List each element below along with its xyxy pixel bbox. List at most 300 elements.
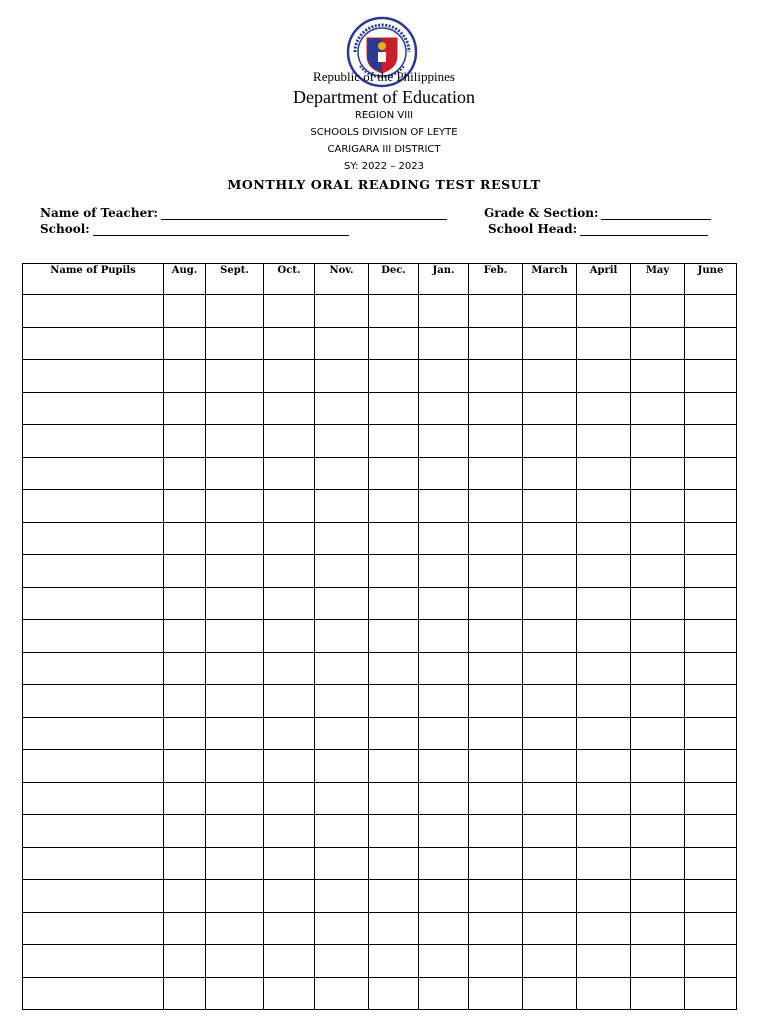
score-cell[interactable] <box>369 457 419 490</box>
school-head-input-line[interactable] <box>580 223 708 236</box>
score-cell[interactable] <box>369 522 419 555</box>
score-cell[interactable] <box>577 587 631 620</box>
pupil-name-cell[interactable] <box>23 490 164 523</box>
teacher-input-line[interactable] <box>161 207 447 220</box>
score-cell[interactable] <box>469 392 523 425</box>
pupil-name-cell[interactable] <box>23 522 164 555</box>
score-cell[interactable] <box>523 782 577 815</box>
score-cell[interactable] <box>264 490 315 523</box>
score-cell[interactable] <box>164 360 206 393</box>
score-cell[interactable] <box>685 750 737 783</box>
score-cell[interactable] <box>164 295 206 328</box>
score-cell[interactable] <box>685 587 737 620</box>
score-cell[interactable] <box>419 847 469 880</box>
score-cell[interactable] <box>577 457 631 490</box>
score-cell[interactable] <box>419 522 469 555</box>
score-cell[interactable] <box>469 750 523 783</box>
score-cell[interactable] <box>685 912 737 945</box>
score-cell[interactable] <box>315 652 369 685</box>
table-row <box>23 912 737 945</box>
score-cell[interactable] <box>577 652 631 685</box>
score-cell[interactable] <box>523 750 577 783</box>
score-cell[interactable] <box>685 360 737 393</box>
score-cell[interactable] <box>419 587 469 620</box>
table-body <box>23 295 737 1010</box>
pupil-name-cell[interactable] <box>23 912 164 945</box>
score-cell[interactable] <box>631 490 685 523</box>
score-cell[interactable] <box>264 620 315 653</box>
score-cell[interactable] <box>315 782 369 815</box>
score-cell[interactable] <box>264 815 315 848</box>
score-cell[interactable] <box>315 750 369 783</box>
score-cell[interactable] <box>523 717 577 750</box>
pupil-name-cell[interactable] <box>23 555 164 588</box>
score-cell[interactable] <box>369 490 419 523</box>
score-cell[interactable] <box>264 555 315 588</box>
score-cell[interactable] <box>369 847 419 880</box>
score-cell[interactable] <box>685 652 737 685</box>
score-cell[interactable] <box>206 815 264 848</box>
score-cell[interactable] <box>164 880 206 913</box>
score-cell[interactable] <box>369 782 419 815</box>
score-cell[interactable] <box>523 815 577 848</box>
score-cell[interactable] <box>523 295 577 328</box>
score-cell[interactable] <box>685 555 737 588</box>
score-cell[interactable] <box>369 750 419 783</box>
score-cell[interactable] <box>577 392 631 425</box>
score-cell[interactable] <box>469 977 523 1010</box>
score-cell[interactable] <box>469 815 523 848</box>
score-cell[interactable] <box>577 620 631 653</box>
score-cell[interactable] <box>469 880 523 913</box>
score-cell[interactable] <box>206 620 264 653</box>
score-cell[interactable] <box>577 327 631 360</box>
score-cell[interactable] <box>523 652 577 685</box>
table-row <box>23 847 737 880</box>
score-cell[interactable] <box>577 847 631 880</box>
score-cell[interactable] <box>523 490 577 523</box>
score-cell[interactable] <box>419 392 469 425</box>
score-cell[interactable] <box>206 360 264 393</box>
score-cell[interactable] <box>469 587 523 620</box>
score-cell[interactable] <box>419 327 469 360</box>
score-cell[interactable] <box>369 815 419 848</box>
pupil-name-cell[interactable] <box>23 392 164 425</box>
pupil-name-cell[interactable] <box>23 620 164 653</box>
score-cell[interactable] <box>206 977 264 1010</box>
score-cell[interactable] <box>315 555 369 588</box>
score-cell[interactable] <box>206 522 264 555</box>
score-cell[interactable] <box>631 555 685 588</box>
score-cell[interactable] <box>469 522 523 555</box>
score-cell[interactable] <box>369 880 419 913</box>
score-cell[interactable] <box>631 652 685 685</box>
score-cell[interactable] <box>369 717 419 750</box>
pupil-name-cell[interactable] <box>23 945 164 978</box>
score-cell[interactable] <box>315 847 369 880</box>
score-cell[interactable] <box>369 555 419 588</box>
score-cell[interactable] <box>523 555 577 588</box>
score-cell[interactable] <box>469 327 523 360</box>
score-cell[interactable] <box>577 782 631 815</box>
column-header: Nov. <box>315 264 369 295</box>
score-cell[interactable] <box>685 685 737 718</box>
score-cell[interactable] <box>369 425 419 458</box>
score-cell[interactable] <box>206 457 264 490</box>
score-cell[interactable] <box>577 522 631 555</box>
score-cell[interactable] <box>315 717 369 750</box>
score-cell[interactable] <box>206 880 264 913</box>
score-cell[interactable] <box>685 717 737 750</box>
score-cell[interactable] <box>523 522 577 555</box>
school-input-line[interactable] <box>93 223 349 236</box>
score-cell[interactable] <box>631 815 685 848</box>
score-cell[interactable] <box>164 717 206 750</box>
score-cell[interactable] <box>164 847 206 880</box>
score-cell[interactable] <box>469 295 523 328</box>
column-header: March <box>523 264 577 295</box>
score-cell[interactable] <box>264 685 315 718</box>
score-cell[interactable] <box>631 750 685 783</box>
score-cell[interactable] <box>577 360 631 393</box>
score-cell[interactable] <box>631 945 685 978</box>
score-cell[interactable] <box>369 295 419 328</box>
score-cell[interactable] <box>469 360 523 393</box>
table-row <box>23 977 737 1010</box>
region-heading: REGION VIII <box>354 110 414 121</box>
score-cell[interactable] <box>206 717 264 750</box>
score-cell[interactable] <box>369 685 419 718</box>
score-cell[interactable] <box>419 685 469 718</box>
score-cell[interactable] <box>164 750 206 783</box>
score-cell[interactable] <box>469 457 523 490</box>
score-cell[interactable] <box>469 847 523 880</box>
score-cell[interactable] <box>315 327 369 360</box>
score-cell[interactable] <box>523 587 577 620</box>
score-cell[interactable] <box>523 880 577 913</box>
score-cell[interactable] <box>523 425 577 458</box>
school-head-field <box>488 222 708 236</box>
pupil-name-cell[interactable] <box>23 360 164 393</box>
score-cell[interactable] <box>206 392 264 425</box>
score-cell[interactable] <box>419 750 469 783</box>
score-cell[interactable] <box>164 652 206 685</box>
republic-heading: Republic of the Philippines <box>313 69 455 84</box>
table-row <box>23 490 737 523</box>
score-cell[interactable] <box>631 880 685 913</box>
score-cell[interactable] <box>631 522 685 555</box>
score-cell[interactable] <box>264 750 315 783</box>
score-cell[interactable] <box>369 620 419 653</box>
score-cell[interactable] <box>264 977 315 1010</box>
score-cell[interactable] <box>315 457 369 490</box>
score-cell[interactable] <box>164 782 206 815</box>
score-cell[interactable] <box>523 945 577 978</box>
score-cell[interactable] <box>264 652 315 685</box>
score-cell[interactable] <box>315 880 369 913</box>
score-cell[interactable] <box>369 360 419 393</box>
score-cell[interactable] <box>523 685 577 718</box>
score-cell[interactable] <box>264 782 315 815</box>
score-cell[interactable] <box>419 815 469 848</box>
score-cell[interactable] <box>264 425 315 458</box>
score-cell[interactable] <box>164 522 206 555</box>
score-cell[interactable] <box>419 880 469 913</box>
score-cell[interactable] <box>631 327 685 360</box>
score-cell[interactable] <box>419 977 469 1010</box>
score-cell[interactable] <box>164 555 206 588</box>
score-cell[interactable] <box>264 945 315 978</box>
table-row <box>23 425 737 458</box>
score-cell[interactable] <box>685 782 737 815</box>
pupil-name-cell[interactable] <box>23 425 164 458</box>
score-cell[interactable] <box>206 555 264 588</box>
score-cell[interactable] <box>206 750 264 783</box>
score-cell[interactable] <box>164 815 206 848</box>
table-row <box>23 327 737 360</box>
score-cell[interactable] <box>264 880 315 913</box>
score-cell[interactable] <box>315 815 369 848</box>
score-cell[interactable] <box>419 425 469 458</box>
score-cell[interactable] <box>419 457 469 490</box>
score-cell[interactable] <box>631 977 685 1010</box>
score-cell[interactable] <box>577 977 631 1010</box>
score-cell[interactable] <box>369 327 419 360</box>
score-cell[interactable] <box>523 912 577 945</box>
pupil-name-cell[interactable] <box>23 977 164 1010</box>
score-cell[interactable] <box>315 522 369 555</box>
division-heading: SCHOOLS DIVISION OF LEYTE <box>310 127 458 138</box>
score-cell[interactable] <box>419 717 469 750</box>
score-cell[interactable] <box>315 945 369 978</box>
score-cell[interactable] <box>419 555 469 588</box>
score-cell[interactable] <box>523 327 577 360</box>
score-cell[interactable] <box>631 587 685 620</box>
score-cell[interactable] <box>469 425 523 458</box>
score-cell[interactable] <box>577 912 631 945</box>
score-cell[interactable] <box>419 620 469 653</box>
score-cell[interactable] <box>577 490 631 523</box>
score-cell[interactable] <box>631 360 685 393</box>
score-cell[interactable] <box>206 490 264 523</box>
pupil-name-cell[interactable] <box>23 457 164 490</box>
score-cell[interactable] <box>315 295 369 328</box>
pupil-name-cell[interactable] <box>23 652 164 685</box>
score-cell[interactable] <box>469 945 523 978</box>
score-cell[interactable] <box>577 295 631 328</box>
score-cell[interactable] <box>685 847 737 880</box>
score-cell[interactable] <box>523 392 577 425</box>
score-cell[interactable] <box>164 620 206 653</box>
pupil-name-cell[interactable] <box>23 880 164 913</box>
score-cell[interactable] <box>369 392 419 425</box>
school-label: School: <box>40 222 90 236</box>
column-header: Oct. <box>264 264 315 295</box>
score-cell[interactable] <box>206 652 264 685</box>
score-cell[interactable] <box>631 425 685 458</box>
score-cell[interactable] <box>631 717 685 750</box>
score-cell[interactable] <box>685 522 737 555</box>
score-cell[interactable] <box>369 652 419 685</box>
score-cell[interactable] <box>264 912 315 945</box>
score-cell[interactable] <box>469 652 523 685</box>
score-cell[interactable] <box>419 360 469 393</box>
score-cell[interactable] <box>631 295 685 328</box>
score-cell[interactable] <box>206 782 264 815</box>
score-cell[interactable] <box>206 295 264 328</box>
pupil-name-cell[interactable] <box>23 327 164 360</box>
score-cell[interactable] <box>369 977 419 1010</box>
column-header: Feb. <box>469 264 523 295</box>
score-cell[interactable] <box>577 555 631 588</box>
score-cell[interactable] <box>631 457 685 490</box>
score-cell[interactable] <box>164 685 206 718</box>
pupil-name-cell[interactable] <box>23 782 164 815</box>
score-cell[interactable] <box>685 977 737 1010</box>
table-row <box>23 620 737 653</box>
table-row <box>23 522 737 555</box>
score-cell[interactable] <box>577 425 631 458</box>
score-cell[interactable] <box>577 815 631 848</box>
score-cell[interactable] <box>469 620 523 653</box>
score-cell[interactable] <box>685 457 737 490</box>
pupil-name-cell[interactable] <box>23 847 164 880</box>
score-cell[interactable] <box>264 847 315 880</box>
score-cell[interactable] <box>206 327 264 360</box>
column-header: Aug. <box>164 264 206 295</box>
table-row <box>23 392 737 425</box>
score-cell[interactable] <box>523 360 577 393</box>
score-cell[interactable] <box>164 457 206 490</box>
score-cell[interactable] <box>685 490 737 523</box>
score-cell[interactable] <box>164 327 206 360</box>
score-cell[interactable] <box>164 392 206 425</box>
score-cell[interactable] <box>523 977 577 1010</box>
score-cell[interactable] <box>264 522 315 555</box>
score-cell[interactable] <box>685 425 737 458</box>
score-cell[interactable] <box>685 327 737 360</box>
score-cell[interactable] <box>685 880 737 913</box>
pupil-name-cell[interactable] <box>23 295 164 328</box>
table-row <box>23 685 737 718</box>
score-cell[interactable] <box>264 360 315 393</box>
score-cell[interactable] <box>206 587 264 620</box>
score-cell[interactable] <box>469 685 523 718</box>
score-cell[interactable] <box>206 847 264 880</box>
score-cell[interactable] <box>315 587 369 620</box>
score-cell[interactable] <box>206 945 264 978</box>
score-cell[interactable] <box>419 295 469 328</box>
table-row <box>23 945 737 978</box>
score-cell[interactable] <box>577 685 631 718</box>
table-row <box>23 717 737 750</box>
pupil-name-cell[interactable] <box>23 685 164 718</box>
score-cell[interactable] <box>369 912 419 945</box>
column-header: April <box>577 264 631 295</box>
pupil-name-cell[interactable] <box>23 717 164 750</box>
score-cell[interactable] <box>419 782 469 815</box>
score-cell[interactable] <box>685 945 737 978</box>
grade-section-field <box>484 206 711 220</box>
score-cell[interactable] <box>685 392 737 425</box>
score-cell[interactable] <box>469 555 523 588</box>
score-cell[interactable] <box>264 327 315 360</box>
score-cell[interactable] <box>419 490 469 523</box>
score-cell[interactable] <box>315 912 369 945</box>
score-cell[interactable] <box>469 912 523 945</box>
score-cell[interactable] <box>685 295 737 328</box>
score-cell[interactable] <box>577 750 631 783</box>
score-cell[interactable] <box>315 490 369 523</box>
score-cell[interactable] <box>369 945 419 978</box>
score-cell[interactable] <box>164 912 206 945</box>
score-cell[interactable] <box>523 457 577 490</box>
score-cell[interactable] <box>206 912 264 945</box>
score-cell[interactable] <box>315 620 369 653</box>
score-cell[interactable] <box>577 717 631 750</box>
pupil-name-cell[interactable] <box>23 750 164 783</box>
score-cell[interactable] <box>469 717 523 750</box>
score-cell[interactable] <box>419 945 469 978</box>
score-cell[interactable] <box>631 782 685 815</box>
score-cell[interactable] <box>631 620 685 653</box>
score-cell[interactable] <box>523 847 577 880</box>
table-row <box>23 880 737 913</box>
score-cell[interactable] <box>631 912 685 945</box>
score-cell[interactable] <box>315 685 369 718</box>
score-cell[interactable] <box>164 587 206 620</box>
score-cell[interactable] <box>315 360 369 393</box>
reading-result-table <box>22 263 737 1010</box>
pupil-name-cell[interactable] <box>23 587 164 620</box>
score-cell[interactable] <box>523 620 577 653</box>
score-cell[interactable] <box>164 977 206 1010</box>
pupil-name-cell[interactable] <box>23 815 164 848</box>
score-cell[interactable] <box>264 295 315 328</box>
score-cell[interactable] <box>419 652 469 685</box>
score-cell[interactable] <box>631 392 685 425</box>
score-cell[interactable] <box>164 490 206 523</box>
grade-section-input-line[interactable] <box>601 207 711 220</box>
table-row <box>23 587 737 620</box>
score-cell[interactable] <box>577 880 631 913</box>
score-cell[interactable] <box>315 392 369 425</box>
score-cell[interactable] <box>264 457 315 490</box>
score-cell[interactable] <box>164 425 206 458</box>
score-cell[interactable] <box>631 847 685 880</box>
score-cell[interactable] <box>264 717 315 750</box>
score-cell[interactable] <box>369 587 419 620</box>
column-header: Name of Pupils <box>23 264 164 295</box>
score-cell[interactable] <box>315 425 369 458</box>
form-title: MONTHLY ORAL READING TEST RESULT <box>227 177 541 192</box>
score-cell[interactable] <box>469 782 523 815</box>
score-cell[interactable] <box>685 620 737 653</box>
score-cell[interactable] <box>469 490 523 523</box>
score-cell[interactable] <box>685 815 737 848</box>
score-cell[interactable] <box>206 425 264 458</box>
table-header-row <box>23 264 737 295</box>
score-cell[interactable] <box>577 945 631 978</box>
score-cell[interactable] <box>631 685 685 718</box>
score-cell[interactable] <box>315 977 369 1010</box>
score-cell[interactable] <box>206 685 264 718</box>
table-row <box>23 457 737 490</box>
score-cell[interactable] <box>164 945 206 978</box>
score-cell[interactable] <box>419 912 469 945</box>
score-cell[interactable] <box>264 392 315 425</box>
score-cell[interactable] <box>264 587 315 620</box>
